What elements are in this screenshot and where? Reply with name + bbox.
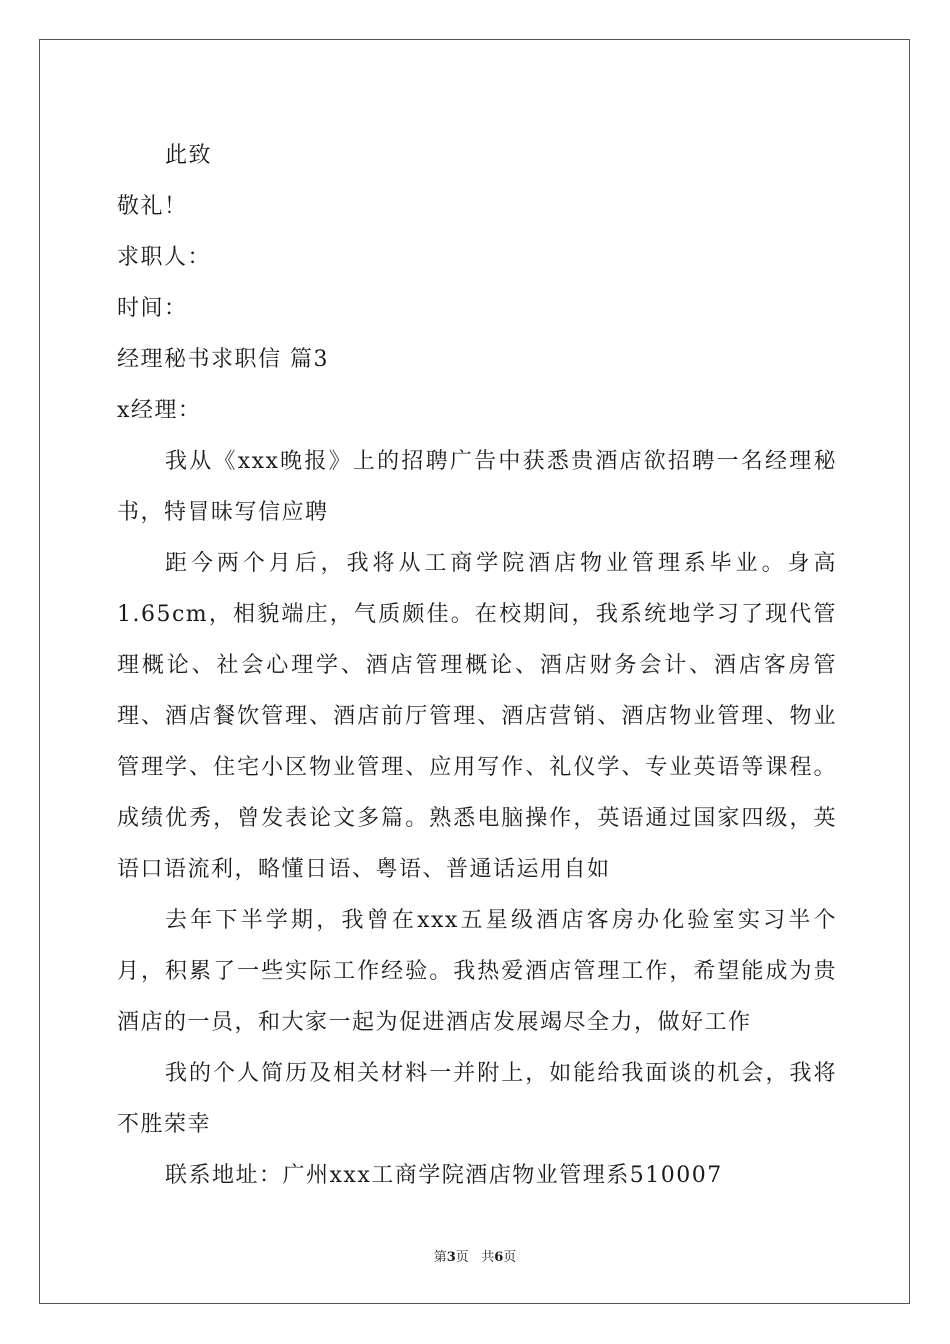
footer-total-prefix: 共 bbox=[481, 1250, 495, 1265]
paragraph-3: 去年下半学期，我曾在xxx五星级酒店客房办化验室实习半个月，积累了一些实际工作经验。我热爱酒店管理工作，希望能成为贵酒店的一员，和大家一起为促进酒店发展竭尽全力，做好工作 bbox=[117, 908, 837, 1035]
section-title: 经理秘书求职信 篇3 bbox=[117, 347, 329, 372]
footer-total-suffix: 页 bbox=[503, 1250, 517, 1265]
paragraph-5: 联系地址：广州xxx工商学院酒店物业管理系510007 bbox=[165, 1163, 723, 1188]
signer-line: 求职人： bbox=[117, 245, 212, 270]
date-line: 时间： bbox=[117, 296, 188, 321]
closing-line-2: 敬礼！ bbox=[117, 194, 188, 219]
paragraph-1: 我从《xxx晚报》上的招聘广告中获悉贵酒店欲招聘一名经理秘书，特冒昧写信应聘 bbox=[117, 449, 837, 525]
footer-page-suffix: 页 bbox=[455, 1250, 469, 1265]
footer-page-number: 3 bbox=[446, 1250, 456, 1265]
letter-body bbox=[117, 130, 837, 1201]
footer-total-pages: 6 bbox=[494, 1250, 504, 1265]
footer-prefix: 第 bbox=[433, 1250, 447, 1265]
salutation: x经理： bbox=[117, 398, 202, 423]
page-footer bbox=[0, 1246, 950, 1265]
closing-line-1: 此致 bbox=[165, 143, 213, 168]
paragraph-4: 我的个人简历及相关材料一并附上，如能给我面谈的机会，我将不胜荣幸 bbox=[117, 1061, 837, 1137]
paragraph-2: 距今两个月后，我将从工商学院酒店物业管理系毕业。身高1.65cm，相貌端庄，气质颇佳。在校期间，我系统地学习了现代管理概论、社会心理学、酒店管理概论、酒店财务会计、酒店客房管理、酒店餐饮管理、酒店前厅管理、酒店营销、酒店物业管理、物业管理学、住宅小区物业管理、应用写作、礼仪学、专业英语等课程。成绩优秀，曾发表论文多篇。熟悉电脑操作，英语通过国家四级，英语口语流利，略懂日语、粤语、普通话运用自如 bbox=[117, 551, 837, 882]
